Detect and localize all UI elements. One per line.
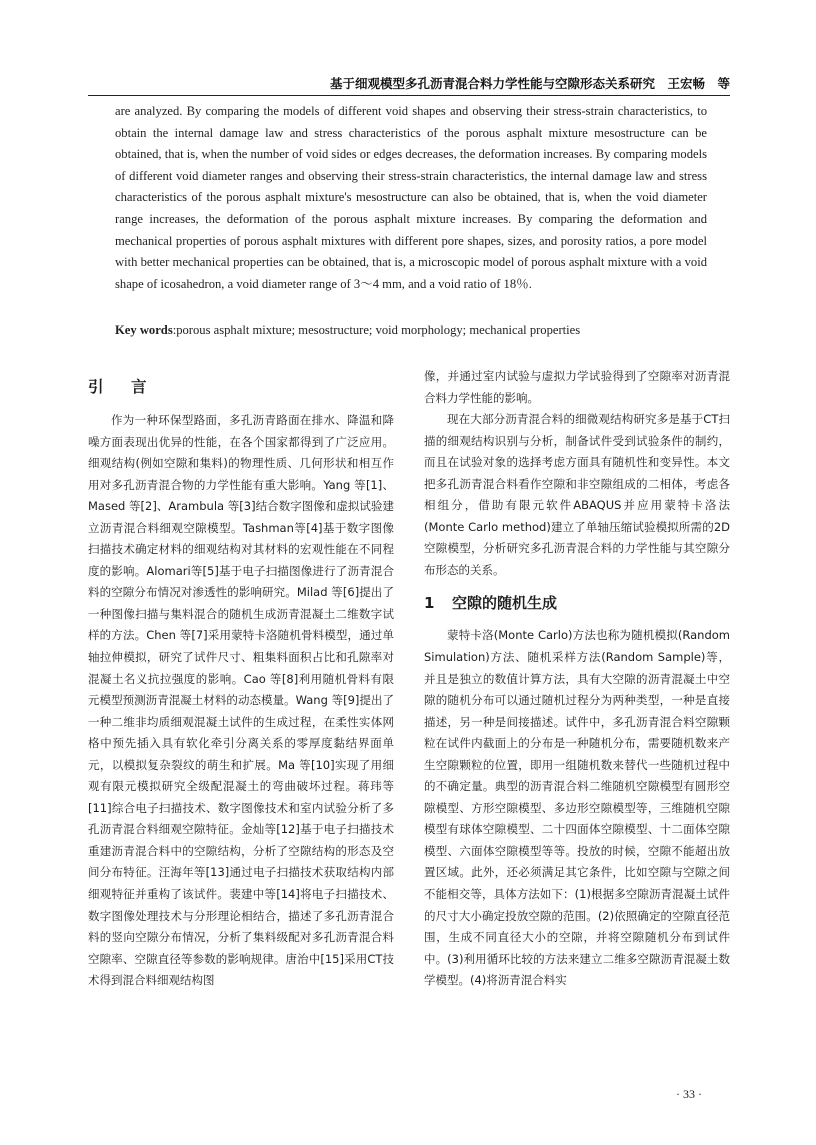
intro-paragraph: 作为一种环保型路面，多孔沥青路面在排水、降温和降噪方面表现出优异的性能，在各个国家都得到了广泛应用。细观结构(例如空隙和集料)的物理性质、几何形状和相互作用对多孔沥青混合物的力学性能有重大影响。Yang 等[1]、Mased 等[2]、Arambula 等[3]结合数字图像和虚拟试验建立沥青混合料细观空隙模型。Tashman等[4]基于数字图像扫描技术确定材料的细观结构对其材料的宏观性能在不同程度的影响。Alomari等[5]基于电子扫描图像进行了沥青混合料的空隙分布情况对渗透性的影响研究。Milad 等[6]提出了一种图像扫描与集料混合的随机生成沥青混凝土二维数字试样的方法。Chen 等[7]采用蒙特卡洛随机骨料模型，通过单轴拉伸模拟，研究了试件尺寸、粗集料面积占比和孔隙率对混凝土名义抗拉强度的影响。Cao 等[8]利用随机骨料有限元模型预测沥青混凝土材料的动态模量。Wang 等[9]提出了一种二维非均质细观混凝土试件的生成过程，在柔性实体网格中预先插入具有软化牵引分离关系的零厚度黏结界面单元，以模拟复杂裂纹的萌生和扩展。Ma 等[10]实现了用细观有限元模拟研究全级配混凝土的弯曲破坏过程。蒋玮等[11]综合电子扫描技术、数字图像技术和室内试验分析了多孔沥青混合料细观空隙特征。金灿等[12]基于电子扫描技术重建沥青混合料中的空隙结构，分析了空隙结构的形态及空间分布特征。汪海年等[13]通过电子扫描技术获取结构内部细观特征并重构了该试件。裴建中等[14]将电子扫描技术、数字图像处理技术与分形理论相结合，描述了多孔沥青混合料的竖向空隙分布情况，分析了集料级配对多孔沥青混合料空隙率、空隙直径等参数的影响规律。唐治中[15]采用CT技术得到混合料细观结构图 [88,413,394,988]
running-header: 基于细观模型多孔沥青混合料力学性能与空隙形态关系研究 王宏畅 等 [329,76,730,91]
keywords [115,320,715,340]
english-abstract [115,101,707,295]
left-column [88,366,394,992]
intro-paragraph-continued: 像，并通过室内试验与虚拟力学试验得到了空隙率对沥青混合料力学性能的影响。 [424,369,730,405]
section-title-1 [424,591,730,615]
section-number: 1 [424,594,435,613]
intro-paragraph-2: 现在大部分沥青混合料的细微观结构研究多是基于CT扫描的细观结构识别与分析，制备试件受到试验条件的制约，而且在试验对象的选择考虑方面具有随机性和变异性。本文把多孔沥青混合料看作空隙和非空隙组成的二相体，考虑各相组分，借助有限元软件ABAQUS并应用蒙特卡洛法(Monte Carlo method)建立了单轴压缩试验模拟所需的2D空隙模型，分析研究多孔沥青混合料的力学性能与其空隙分布形态的关系。 [424,412,730,577]
keywords-text: :porous asphalt mixture; mesostructure; void morphology; mechanical properties [172,323,581,337]
keywords-label: Key words [115,323,173,337]
header-rule [88,95,730,96]
page-number: · 33 · [676,1087,702,1101]
section-title-text: 空隙的随机生成 [452,594,558,613]
section1-paragraph: 蒙特卡洛(Monte Carlo)方法也称为随机模拟(Random Simulation)方法、随机采样方法(Random Sample)等，并且是独立的数值计算方法，具有大空隙的沥青混凝土中空隙的随机分布可以通过随机过程分为两种类型，一种是直接描述，另一种是间接描述。试件中，多孔沥青混合料空隙颗粒在试件内截面上的分布是一种随机分布，需要随机数来产生空隙颗粒的位置，即用一组随机数来替代一些随机过程中的不确定量。典型的沥青混合料二维随机空隙模型有圆形空隙模型、方形空隙模型、多边形空隙模型等，三维随机空隙模型有球体空隙模型、二十四面体空隙模型、十二面体空隙模型、六面体空隙模型等等。投放的时候，空隙不能超出放置区域。此外，还必须满足其它条件，比如空隙与空隙之间不能相交等，具体方法如下：(1)根据多空隙沥青混凝土试件的尺寸大小确定投放空隙的范围。(2)依照确定的空隙直径范围，生成不同直径大小的空隙，并将空隙随机分布到试件中。(3)利用循环比较的方法来建立二维多空隙沥青混凝土数学模型。(4)将沥青混合料实 [424,628,730,988]
section-title-introduction: 引 言 [88,378,153,396]
right-column [424,366,730,992]
abstract-text: are analyzed. By comparing the models of different void shapes and observing their stress-strain characteristics, to obtain the internal damage law and stress characteristics of the porous asphalt mixture mesostructure can be obtained, that is, when the number of void sides or edges decreases, the deformation increases. By comparing models of different void diameter ranges and observing their stress-strain characteristics, the internal damage law and stress characteristics of the porous asphalt mixture's mesostructure can also be obtained, that is, when the void diameter range increases, the deformation of the porous asphalt mixture increases. By comparing the deformation and mechanical properties of porous asphalt mixtures with different pore shapes, sizes, and porosity ratios, a pore model with better mechanical properties can be obtained, that is, a microscopic model of porous asphalt mixture with a void shape of icosahedron, a void diameter range of 3～4 mm, and a void ratio of 18％. [115,104,707,291]
